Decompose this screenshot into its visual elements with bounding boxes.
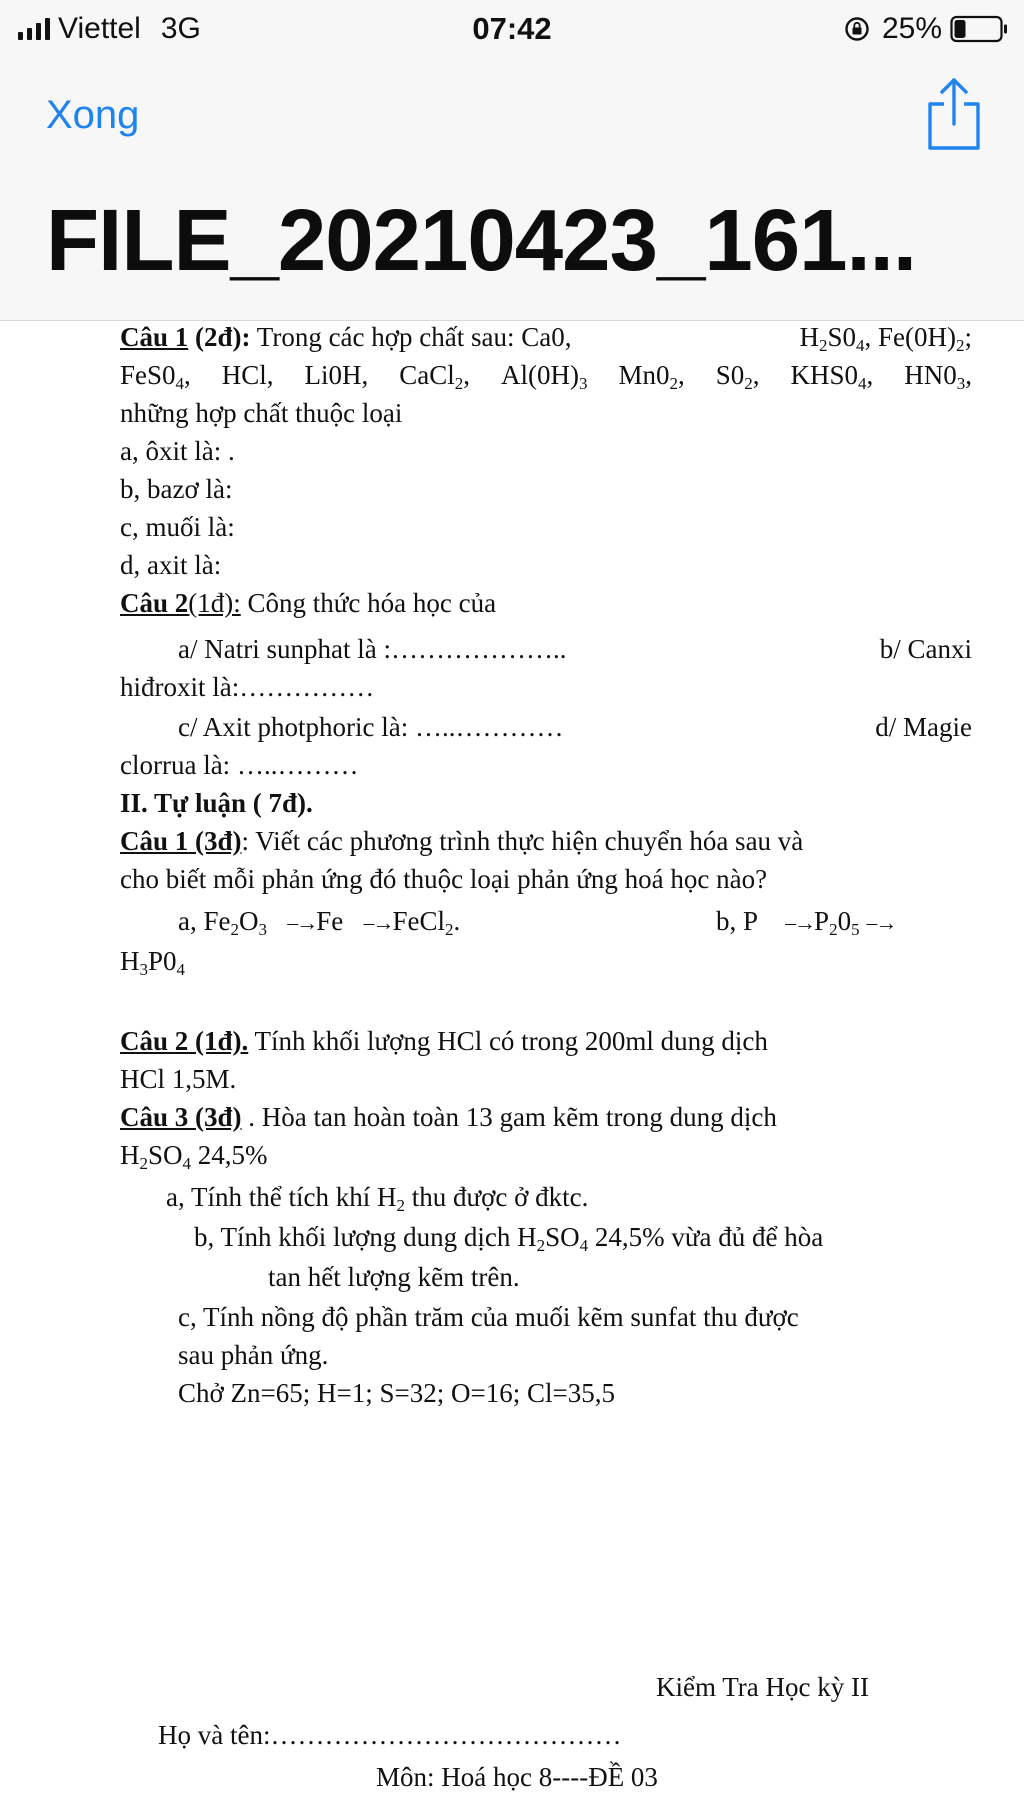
p2-q3-line2: $H_2SO_4$ 24,5% [120, 1140, 268, 1173]
p2-q1-line2: cho biết mỗi phản ứng đó thuộc loại phản ứng hoá học nào? [120, 864, 768, 894]
status-bar [0, 0, 1024, 58]
document-page [0, 321, 1024, 1820]
p2-q3-label: Câu 3 (3đ) [120, 1102, 242, 1132]
q2-line1 [120, 587, 496, 619]
subject-line: Môn: Hoá học 8----ĐỀ 03 [376, 1762, 658, 1792]
file-title: FILE_20210423_161... [46, 192, 917, 289]
q2-part-c: c/ Axit photphoric là: …..………… [178, 712, 564, 742]
q2-line3: hiđroxit là:…………… [120, 672, 375, 702]
p2-q3-part-c1: c, Tính nồng độ phần trăm của muối kẽm sunfat thu được [178, 1302, 799, 1332]
p2-q1-line1: Câu 1 (3đ): Viết các phương trình thực hiện chuyển hóa sau và [120, 826, 804, 856]
q1-text: Trong các hợp chất sau: Ca0, [250, 322, 572, 352]
p2-q1-points: (3đ) [188, 826, 242, 856]
q1-option-d: d, axit là: [120, 550, 222, 580]
q1-line1 [120, 321, 972, 353]
rotation-lock-icon [844, 16, 870, 42]
q1-formulas-1: $H_2S0_4$, $Fe(0H)_2$; [799, 322, 972, 355]
clock: 07:42 [472, 11, 552, 46]
share-icon[interactable] [924, 76, 984, 152]
battery-icon [950, 15, 1008, 43]
exam-title: Kiểm Tra Học kỳ II [656, 1672, 869, 1702]
p2-q1-label: Câu 1 [120, 826, 189, 856]
carrier-name: Viettel [58, 12, 141, 45]
q2-points: (1đ): [188, 588, 241, 618]
q2-part-a: a/ Natri sunphat là :……………….. [178, 634, 567, 664]
p2-q2-line2: HCl 1,5M. [120, 1064, 237, 1094]
p2-q1-chain-a: a, $Fe_2O_3$ ⎯→Fe ⎯→FeCl$_2$. [178, 906, 461, 939]
q2-line4 [178, 711, 972, 743]
atomic-masses: Chở Zn=65; H=1; S=32; O=16; Cl=35,5 [178, 1378, 615, 1408]
battery-level-fill [955, 20, 966, 38]
done-button[interactable]: Xong [46, 93, 140, 137]
p2-q3-part-a: a, Tính thể tích khí $H_2$ thu được ở đktc. [166, 1182, 589, 1215]
q2-text: Công thức hóa học của [240, 588, 497, 618]
p2-q3-part-b1: b, Tính khối lượng dung dịch $H_2SO_4$ 24,5% vừa đủ để hòa [194, 1222, 824, 1255]
student-name-field: Họ và tên:………………………………… [158, 1720, 622, 1750]
p2-q1-chain-b: b, P $⎯\to P_20_5$ ⎯→ [716, 906, 896, 939]
status-right [844, 12, 1008, 46]
q1-option-c: c, muối là: [120, 512, 235, 542]
p2-q3-line1: Câu 3 (3đ) . Hòa tan hoàn toàn 13 gam kẽm trong dung dịch [120, 1102, 777, 1132]
p2-q3-part-c2: sau phản ứng. [178, 1340, 329, 1370]
q2-label: Câu 2 [120, 588, 189, 618]
p2-q1-chain-b-end: $H_3P0_4$ [120, 946, 186, 979]
q1-label: Câu 1 [120, 322, 189, 352]
network-type: 3G [160, 12, 201, 45]
q2-line5: clorrua là: …..……… [120, 750, 359, 780]
viewer-header [0, 58, 1024, 321]
p2-q2-label: Câu 2 (1đ). [120, 1026, 249, 1056]
q1-line3: những hợp chất thuộc loại [120, 398, 403, 428]
p2-q3-part-b2: tan hết lượng kẽm trên. [268, 1262, 520, 1292]
part2-heading: II. Tự luận ( 7đ). [120, 788, 313, 818]
q1-points: (2đ): [195, 322, 251, 352]
q1-option-a: a, ôxit là: . [120, 436, 235, 466]
battery-percentage: 25% [881, 12, 942, 45]
p2-q2-line1: Câu 2 (1đ). Tính khối lượng HCl có trong 200ml dung dịch [120, 1026, 768, 1056]
q1-option-b: b, bazơ là: [120, 474, 233, 504]
q2-part-d: d/ Magie [875, 712, 972, 742]
q1-line2: $FeS0_4$, HCl, Li0H, CaCl$_2$, $Al(0H)_3$ $Mn0_2$, $S0_2$, $KHS0_4$, $HN0_3$, [120, 360, 972, 393]
q2-line2 [178, 633, 972, 665]
q2-part-b: b/ Canxi [879, 634, 972, 664]
